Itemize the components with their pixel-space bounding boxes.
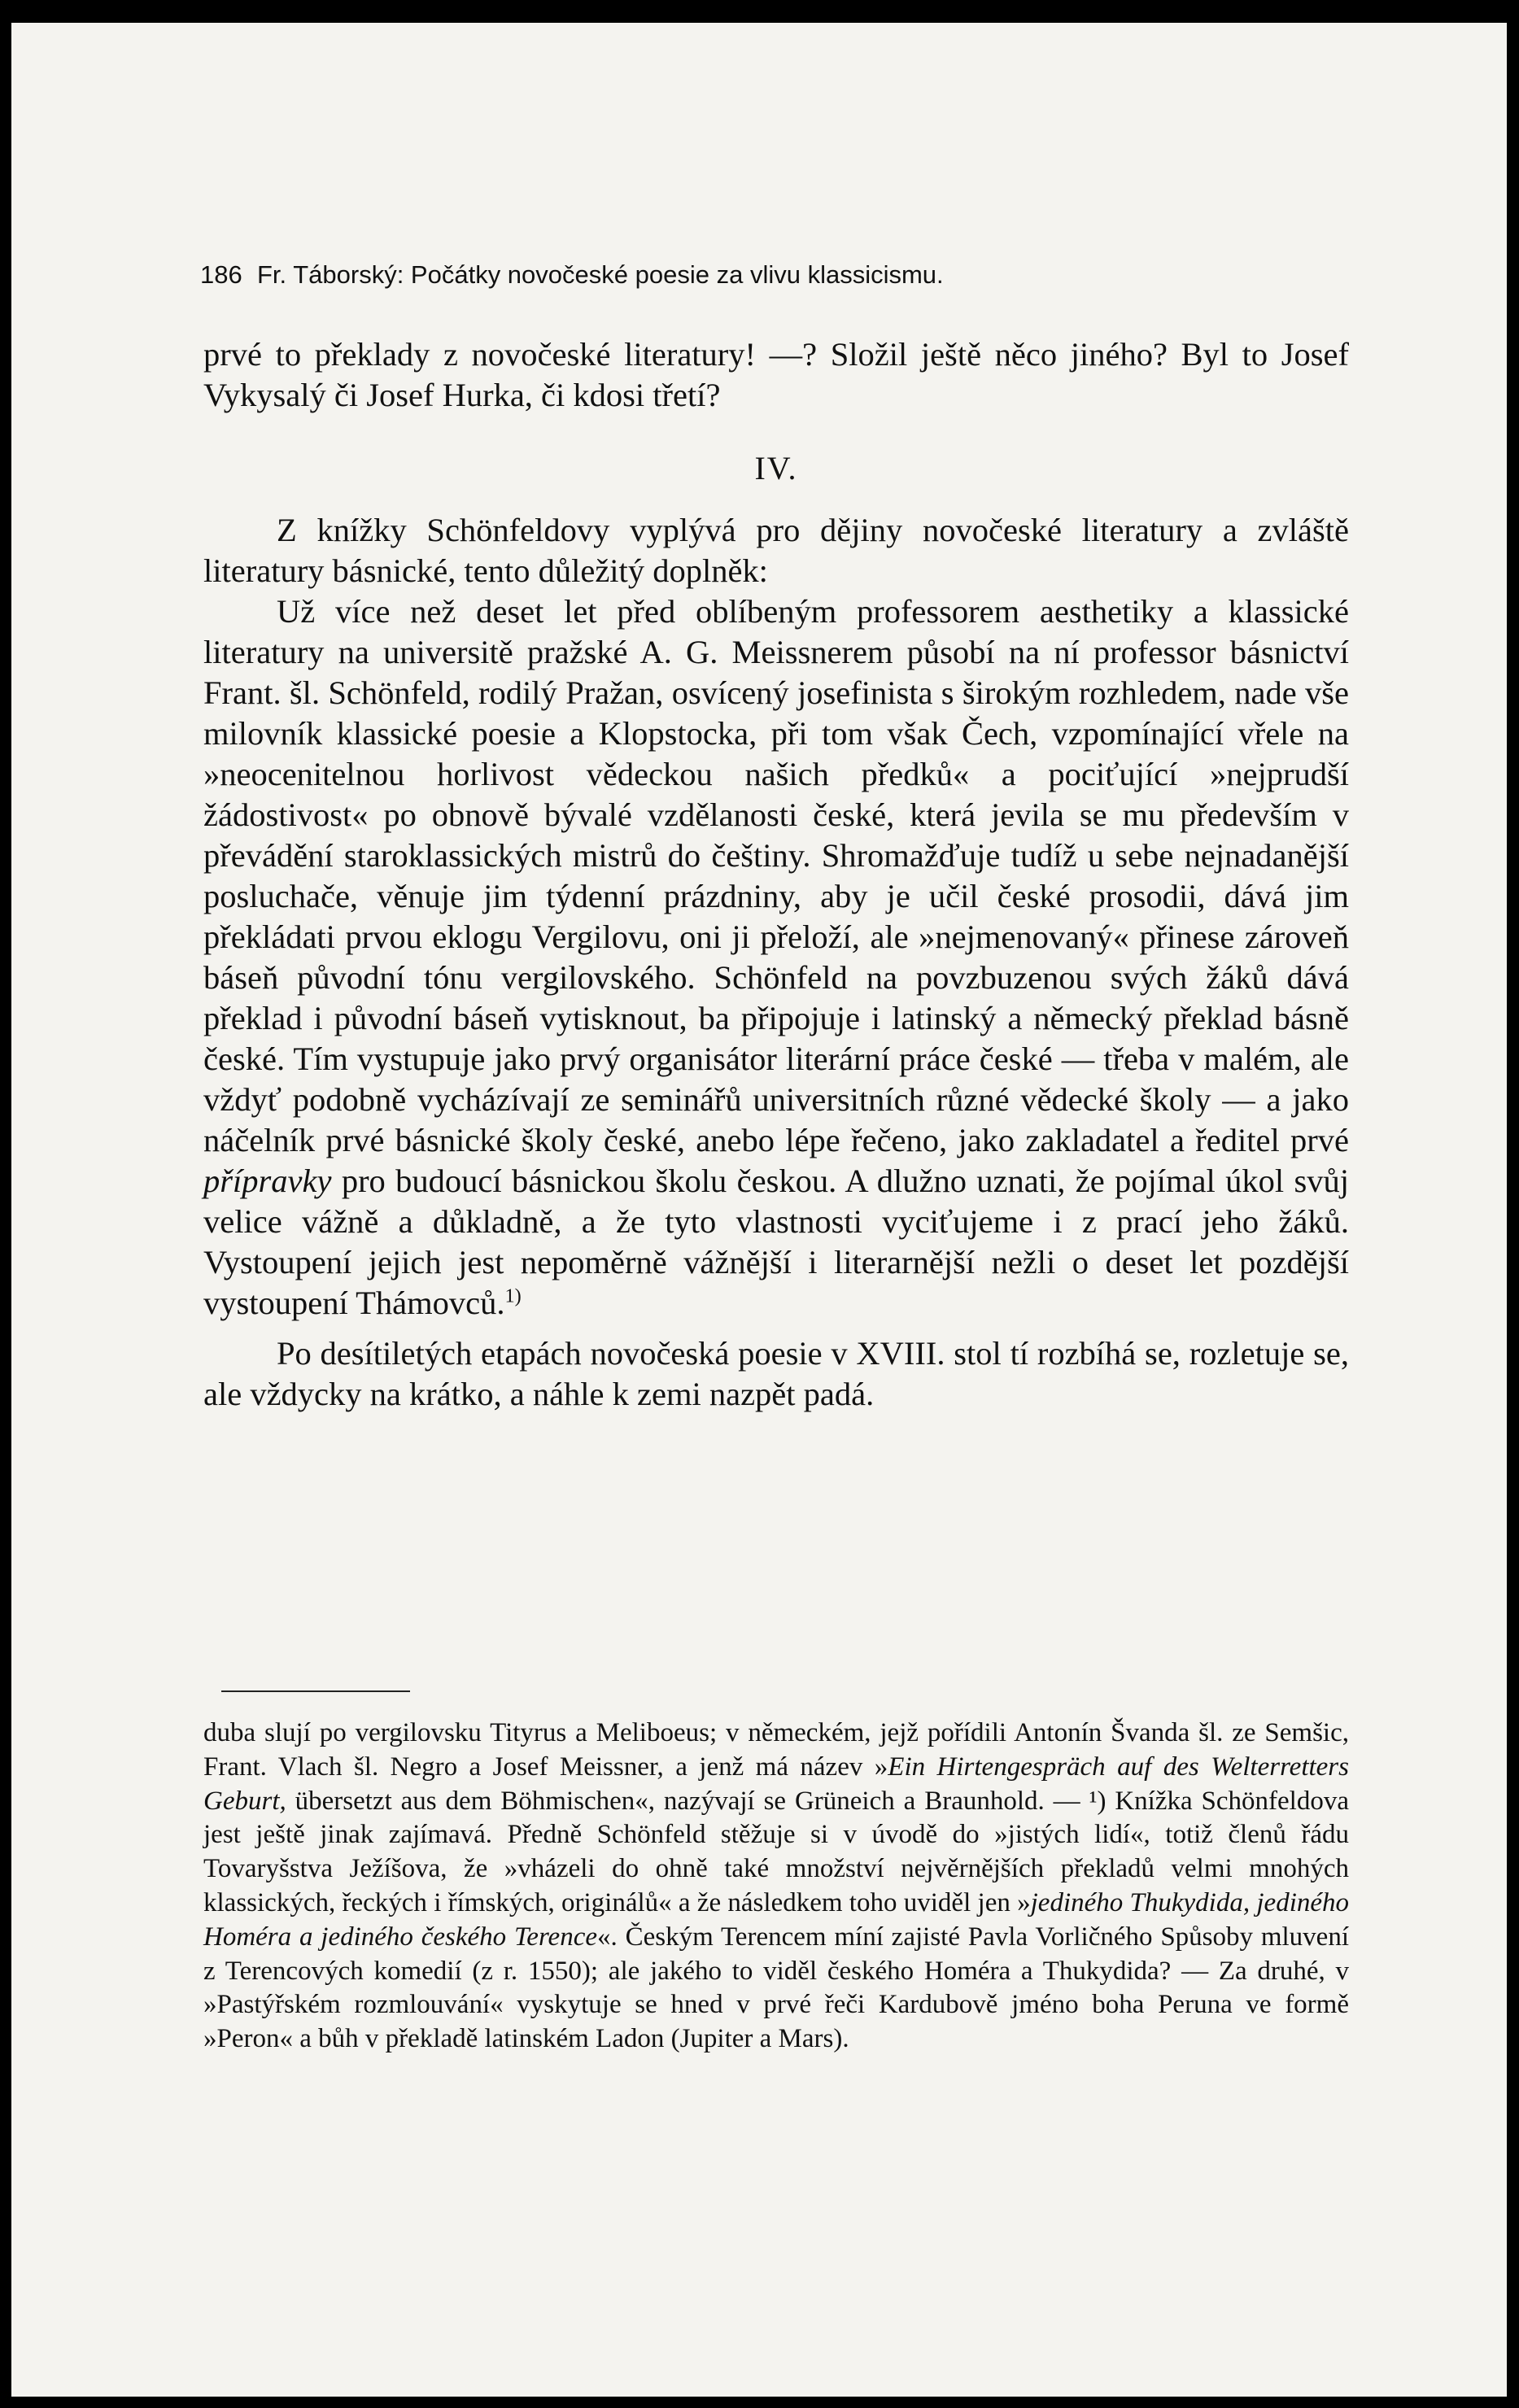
paragraph-2-text-a: Už více než deset let před oblíbeným professorem aesthetiky a klassické literatury na universitě pražské A. G. Meissnerem působí na ní professor básnictví Frant. šl. Schönfeld, rodilý Pražan, osvícený josefinista s širokým rozhledem, nade vše milovník klassické poesie a Klopstocka, při tom však Čech, vzpomínající vřele na »neocenitelnou horlivost vědeckou našich předků« a pociťující »nejprudší žádostivost« po obnově bývalé vzdělanosti české, která jevila se mu především v převádění staroklassických mistrů do češtiny. Shromažďuje tudíž u sebe nejnadanější posluchače, věnuje jim týdenní prázdniny, aby je učil české prosodii, dává jim překládati prvou eklogu Vergilovu, oni ji přeloží, ale »nejmenovaný« přinese zároveň báseň původní tónu vergilovského. Schönfeld na povzbuzenou svých žáků dává překlad i původní báseň vytisknout, ba připojuje i latinský a německý překlad básně české. Tím vystupuje jako prvý organisátor literární práce české — třeba v malém, ale vždyť podobně vycházívají ze seminářů universitních různé vědecké školy — a jako náčelník prvé básnické školy české, anebo lépe řečeno, jako zakladatel a ředitel prvé (203, 593, 1349, 1158)
paragraph-2-italic: přípravky (203, 1163, 332, 1199)
paragraph-1: Z knížky Schönfeldovy vyplývá pro dějiny novočeské literatury a zvláště literatury básnické, tento důležitý doplněk: (203, 512, 1349, 589)
footnote-rule (221, 1690, 410, 1692)
footnote-part-3: «. Českým Terencem míní zajisté Pavla Vorličného Spůsoby mluvení z Terencových komedií (z r. 1550); ale jakého to viděl českého Homéra a Thukydida? — Za druhé, v »Pastýřském rozmlouvání« vyskytuje se hned v prvé řeči Kardubově jméno boha Peruna ve formě »Peron« a bůh v překladě latinském Ladon (Jupiter a Mars). (203, 1922, 1349, 2054)
footnote-part-1: duba slují po vergilovsku Tityrus a Meliboeus; v německém, jejž pořídili Antonín Švanda šl. ze Semšic, Frant. Vlach šl. Negro a Josef Meissner, a jenž má název » (203, 1718, 1349, 1782)
footnote-italic-1: Ein Hirtengespräch auf des Welterretters Geburt, (203, 1751, 1349, 1816)
book-page (11, 23, 1507, 2397)
page-number: 186 (200, 260, 242, 289)
paragraph-2-text-b: pro budoucí básnickou školu českou. A dlužno uznati, že pojímal úkol svůj velice vážně a důkladně, a že tyto vlastnosti vyciťujeme i z prací jeho žáků. Vystoupení jejich jest nepoměrně vážnější i literarnější nežli o deset let pozdější vystoupení Thámovců. (203, 1163, 1349, 1321)
footnote-part-2: übersetzt aus dem Böhmischen«, nazývají se Grüneich a Braunhold. — ¹) Knížka Schönfeldova jest ještě jinak zajímavá. Předně Schönfeld stěžuje si v úvodě do »jistých lidí«, totiž členů řádu Tovaryšstva Ježíšova, že »vházeli do ohně také množství nejvěrnějších překladů velmi mnohých klassických, řeckých i římských, originálů« a že následkem toho uviděl jen » (203, 1786, 1349, 1917)
paragraph-3: Po desítiletých etapách novočeská poesie v XVIII. stol tí rozbíhá se, rozletuje se, ale vždycky na krátko, a náhle k zemi nazpět padá. (203, 1335, 1349, 1412)
footnote-reference: 1) (504, 1285, 522, 1307)
footnote-italic-2: jediného Thukydida, jediného Homéra a jediného českého Terence (203, 1887, 1350, 1952)
paragraph-2 (203, 591, 1349, 1324)
main-text (203, 334, 1349, 1415)
running-header (200, 259, 1355, 291)
section-heading: IV. (754, 450, 798, 486)
intro-paragraph: prvé to překlady z novočeské literatury! —? Složil ještě něco jiného? Byl to Josef Vykysalý či Josef Hurka, či kdosi třetí? (203, 336, 1349, 413)
running-title: Fr. Táborský: Počátky novočeské poesie za vlivu klassicismu. (257, 260, 944, 289)
footnote-text (203, 1717, 1349, 2057)
footnotes (203, 1717, 1349, 2057)
